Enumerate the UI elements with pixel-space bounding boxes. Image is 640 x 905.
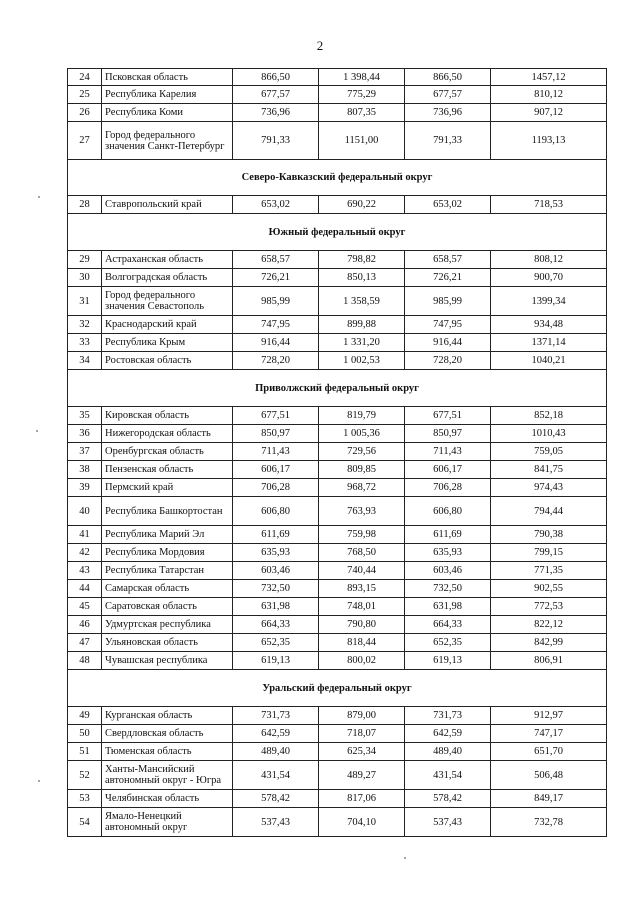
value-cell-1: 578,42 — [233, 790, 319, 808]
row-number-cell: 26 — [68, 104, 102, 122]
value-cell-4: 852,18 — [491, 407, 607, 425]
value-cell-2: 899,88 — [319, 316, 405, 334]
region-name-cell: Курганская область — [102, 707, 233, 725]
value-cell-2: 800,02 — [319, 652, 405, 670]
value-cell-2: 763,93 — [319, 497, 405, 526]
row-number-cell: 38 — [68, 461, 102, 479]
region-name-cell: Пермский край — [102, 479, 233, 497]
value-cell-4: 974,43 — [491, 479, 607, 497]
value-cell-2: 1 005,36 — [319, 425, 405, 443]
value-cell-4: 747,17 — [491, 725, 607, 743]
region-name-cell: Оренбургская область — [102, 443, 233, 461]
value-cell-4: 1010,43 — [491, 425, 607, 443]
section-row — [68, 160, 607, 196]
table-row — [68, 808, 607, 837]
table-row — [68, 407, 607, 425]
value-cell-3: 706,28 — [405, 479, 491, 497]
region-name-cell: Астраханская область — [102, 251, 233, 269]
value-cell-2: 879,00 — [319, 707, 405, 725]
region-name-cell: Волгоградская область — [102, 269, 233, 287]
value-cell-1: 489,40 — [233, 743, 319, 761]
row-number-cell: 48 — [68, 652, 102, 670]
row-number-cell: 33 — [68, 334, 102, 352]
region-name-cell: Самарская область — [102, 580, 233, 598]
row-number-cell: 27 — [68, 122, 102, 160]
value-cell-1: 850,97 — [233, 425, 319, 443]
table-row — [68, 652, 607, 670]
value-cell-4: 799,15 — [491, 544, 607, 562]
row-number-cell: 46 — [68, 616, 102, 634]
row-number-cell: 44 — [68, 580, 102, 598]
value-cell-4: 1040,21 — [491, 352, 607, 370]
region-name-cell: Краснодарский край — [102, 316, 233, 334]
region-name-cell: Республика Коми — [102, 104, 233, 122]
value-cell-2: 768,50 — [319, 544, 405, 562]
row-number-cell: 29 — [68, 251, 102, 269]
section-title: Уральский федеральный округ — [68, 670, 607, 707]
value-cell-3: 728,20 — [405, 352, 491, 370]
table-row — [68, 580, 607, 598]
table-row — [68, 544, 607, 562]
value-cell-4: 732,78 — [491, 808, 607, 837]
value-cell-4: 934,48 — [491, 316, 607, 334]
section-title: Южный федеральный округ — [68, 214, 607, 251]
row-number-cell: 25 — [68, 86, 102, 104]
value-cell-2: 775,29 — [319, 86, 405, 104]
region-name-cell: Республика Карелия — [102, 86, 233, 104]
value-cell-1: 677,57 — [233, 86, 319, 104]
value-cell-3: 658,57 — [405, 251, 491, 269]
value-cell-4: 718,53 — [491, 196, 607, 214]
page-number: 2 — [316, 38, 324, 53]
table-row — [68, 479, 607, 497]
value-cell-1: 653,02 — [233, 196, 319, 214]
row-number-cell: 45 — [68, 598, 102, 616]
value-cell-4: 1457,12 — [491, 69, 607, 86]
value-cell-3: 642,59 — [405, 725, 491, 743]
value-cell-4: 651,70 — [491, 743, 607, 761]
value-cell-3: 850,97 — [405, 425, 491, 443]
value-cell-4: 849,17 — [491, 790, 607, 808]
value-cell-1: 677,51 — [233, 407, 319, 425]
value-cell-3: 732,50 — [405, 580, 491, 598]
value-cell-4: 842,99 — [491, 634, 607, 652]
table-row — [68, 287, 607, 316]
section-title: Северо-Кавказский федеральный округ — [68, 160, 607, 196]
table-row — [68, 269, 607, 287]
value-cell-2: 1 398,44 — [319, 69, 405, 86]
value-cell-4: 907,12 — [491, 104, 607, 122]
value-cell-4: 1399,34 — [491, 287, 607, 316]
value-cell-1: 537,43 — [233, 808, 319, 837]
value-cell-2: 704,10 — [319, 808, 405, 837]
region-name-cell: Нижегородская область — [102, 425, 233, 443]
value-cell-1: 916,44 — [233, 334, 319, 352]
value-cell-1: 652,35 — [233, 634, 319, 652]
table-row — [68, 122, 607, 160]
value-cell-4: 759,05 — [491, 443, 607, 461]
value-cell-3: 635,93 — [405, 544, 491, 562]
value-cell-1: 728,20 — [233, 352, 319, 370]
value-cell-4: 1371,14 — [491, 334, 607, 352]
value-cell-3: 653,02 — [405, 196, 491, 214]
table-row — [68, 790, 607, 808]
row-number-cell: 49 — [68, 707, 102, 725]
table-row — [68, 334, 607, 352]
table-body — [68, 69, 607, 837]
value-cell-3: 866,50 — [405, 69, 491, 86]
value-cell-2: 809,85 — [319, 461, 405, 479]
region-name-cell: Город федерального значения Севастополь — [102, 287, 233, 316]
value-cell-2: 850,13 — [319, 269, 405, 287]
row-number-cell: 31 — [68, 287, 102, 316]
scan-speck — [36, 430, 38, 432]
region-name-cell: Псковская область — [102, 69, 233, 86]
value-cell-4: 902,55 — [491, 580, 607, 598]
value-cell-3: 916,44 — [405, 334, 491, 352]
value-cell-1: 711,43 — [233, 443, 319, 461]
value-cell-1: 611,69 — [233, 526, 319, 544]
section-row — [68, 670, 607, 707]
value-cell-4: 1193,13 — [491, 122, 607, 160]
table-row — [68, 761, 607, 790]
table-row — [68, 725, 607, 743]
row-number-cell: 50 — [68, 725, 102, 743]
value-cell-2: 740,44 — [319, 562, 405, 580]
region-name-cell: Тюменская область — [102, 743, 233, 761]
value-cell-2: 817,06 — [319, 790, 405, 808]
data-table — [67, 68, 607, 837]
value-cell-1: 747,95 — [233, 316, 319, 334]
value-cell-1: 431,54 — [233, 761, 319, 790]
value-cell-1: 985,99 — [233, 287, 319, 316]
value-cell-4: 810,12 — [491, 86, 607, 104]
value-cell-3: 489,40 — [405, 743, 491, 761]
value-cell-2: 1151,00 — [319, 122, 405, 160]
value-cell-3: 731,73 — [405, 707, 491, 725]
table-row — [68, 634, 607, 652]
value-cell-3: 606,80 — [405, 497, 491, 526]
scan-speck — [38, 196, 40, 198]
section-row — [68, 214, 607, 251]
table-row — [68, 104, 607, 122]
value-cell-1: 603,46 — [233, 562, 319, 580]
value-cell-1: 732,50 — [233, 580, 319, 598]
value-cell-2: 968,72 — [319, 479, 405, 497]
value-cell-4: 808,12 — [491, 251, 607, 269]
region-name-cell: Чувашская республика — [102, 652, 233, 670]
value-cell-2: 818,44 — [319, 634, 405, 652]
value-cell-2: 759,98 — [319, 526, 405, 544]
row-number-cell: 42 — [68, 544, 102, 562]
table-row — [68, 425, 607, 443]
region-name-cell: Ставропольский край — [102, 196, 233, 214]
row-number-cell: 28 — [68, 196, 102, 214]
value-cell-1: 726,21 — [233, 269, 319, 287]
region-name-cell: Ростовская область — [102, 352, 233, 370]
value-cell-3: 537,43 — [405, 808, 491, 837]
value-cell-2: 819,79 — [319, 407, 405, 425]
value-cell-2: 625,34 — [319, 743, 405, 761]
value-cell-2: 798,82 — [319, 251, 405, 269]
region-name-cell: Пензенская область — [102, 461, 233, 479]
value-cell-1: 606,17 — [233, 461, 319, 479]
row-number-cell: 41 — [68, 526, 102, 544]
value-cell-2: 1 002,53 — [319, 352, 405, 370]
value-cell-3: 619,13 — [405, 652, 491, 670]
row-number-cell: 24 — [68, 69, 102, 86]
value-cell-3: 652,35 — [405, 634, 491, 652]
section-title: Приволжский федеральный округ — [68, 370, 607, 407]
row-number-cell: 52 — [68, 761, 102, 790]
table-row — [68, 316, 607, 334]
value-cell-4: 900,70 — [491, 269, 607, 287]
value-cell-1: 731,73 — [233, 707, 319, 725]
table-row — [68, 251, 607, 269]
value-cell-4: 841,75 — [491, 461, 607, 479]
table-row — [68, 443, 607, 461]
row-number-cell: 39 — [68, 479, 102, 497]
table-row — [68, 743, 607, 761]
region-name-cell: Республика Татарстан — [102, 562, 233, 580]
value-cell-3: 791,33 — [405, 122, 491, 160]
value-cell-1: 706,28 — [233, 479, 319, 497]
region-name-cell: Ханты-Мансийский автономный округ - Югра — [102, 761, 233, 790]
table-row — [68, 562, 607, 580]
value-cell-1: 791,33 — [233, 122, 319, 160]
value-cell-1: 642,59 — [233, 725, 319, 743]
value-cell-3: 677,51 — [405, 407, 491, 425]
row-number-cell: 30 — [68, 269, 102, 287]
row-number-cell: 32 — [68, 316, 102, 334]
value-cell-3: 578,42 — [405, 790, 491, 808]
value-cell-4: 771,35 — [491, 562, 607, 580]
value-cell-3: 603,46 — [405, 562, 491, 580]
row-number-cell: 54 — [68, 808, 102, 837]
value-cell-1: 619,13 — [233, 652, 319, 670]
table-row — [68, 707, 607, 725]
region-name-cell: Город федерального значения Санкт-Петербург — [102, 122, 233, 160]
region-name-cell: Республика Мордовия — [102, 544, 233, 562]
region-name-cell: Республика Марий Эл — [102, 526, 233, 544]
region-name-cell: Республика Крым — [102, 334, 233, 352]
value-cell-3: 611,69 — [405, 526, 491, 544]
value-cell-3: 631,98 — [405, 598, 491, 616]
region-name-cell: Свердловская область — [102, 725, 233, 743]
value-cell-2: 690,22 — [319, 196, 405, 214]
scan-speck — [38, 780, 40, 782]
value-cell-4: 806,91 — [491, 652, 607, 670]
value-cell-2: 1 331,20 — [319, 334, 405, 352]
value-cell-3: 747,95 — [405, 316, 491, 334]
row-number-cell: 34 — [68, 352, 102, 370]
region-name-cell: Ульяновская область — [102, 634, 233, 652]
section-row — [68, 370, 607, 407]
region-name-cell: Челябинская область — [102, 790, 233, 808]
row-number-cell: 37 — [68, 443, 102, 461]
value-cell-3: 664,33 — [405, 616, 491, 634]
value-cell-1: 631,98 — [233, 598, 319, 616]
row-number-cell: 47 — [68, 634, 102, 652]
value-cell-4: 772,53 — [491, 598, 607, 616]
value-cell-2: 893,15 — [319, 580, 405, 598]
value-cell-2: 729,56 — [319, 443, 405, 461]
table-row — [68, 352, 607, 370]
value-cell-3: 726,21 — [405, 269, 491, 287]
scan-speck — [404, 857, 406, 859]
value-cell-4: 506,48 — [491, 761, 607, 790]
value-cell-1: 866,50 — [233, 69, 319, 86]
table-row — [68, 86, 607, 104]
table-row — [68, 69, 607, 86]
row-number-cell: 40 — [68, 497, 102, 526]
value-cell-3: 677,57 — [405, 86, 491, 104]
row-number-cell: 43 — [68, 562, 102, 580]
value-cell-3: 431,54 — [405, 761, 491, 790]
row-number-cell: 36 — [68, 425, 102, 443]
region-name-cell: Кировская область — [102, 407, 233, 425]
table-row — [68, 497, 607, 526]
value-cell-3: 736,96 — [405, 104, 491, 122]
row-number-cell: 53 — [68, 790, 102, 808]
value-cell-3: 711,43 — [405, 443, 491, 461]
row-number-cell: 35 — [68, 407, 102, 425]
value-cell-4: 794,44 — [491, 497, 607, 526]
value-cell-2: 807,35 — [319, 104, 405, 122]
table-row — [68, 461, 607, 479]
region-name-cell: Ямало-Ненецкий автономный округ — [102, 808, 233, 837]
value-cell-2: 1 358,59 — [319, 287, 405, 316]
value-cell-1: 635,93 — [233, 544, 319, 562]
value-cell-3: 985,99 — [405, 287, 491, 316]
value-cell-2: 489,27 — [319, 761, 405, 790]
table-row — [68, 616, 607, 634]
value-cell-1: 606,80 — [233, 497, 319, 526]
value-cell-4: 912,97 — [491, 707, 607, 725]
value-cell-1: 736,96 — [233, 104, 319, 122]
row-number-cell: 51 — [68, 743, 102, 761]
value-cell-2: 748,01 — [319, 598, 405, 616]
region-name-cell: Республика Башкортостан — [102, 497, 233, 526]
value-cell-4: 790,38 — [491, 526, 607, 544]
value-cell-3: 606,17 — [405, 461, 491, 479]
table-row — [68, 526, 607, 544]
table-row — [68, 196, 607, 214]
region-name-cell: Саратовская область — [102, 598, 233, 616]
table-row — [68, 598, 607, 616]
region-name-cell: Удмуртская республика — [102, 616, 233, 634]
value-cell-2: 718,07 — [319, 725, 405, 743]
value-cell-1: 658,57 — [233, 251, 319, 269]
value-cell-2: 790,80 — [319, 616, 405, 634]
value-cell-4: 822,12 — [491, 616, 607, 634]
value-cell-1: 664,33 — [233, 616, 319, 634]
